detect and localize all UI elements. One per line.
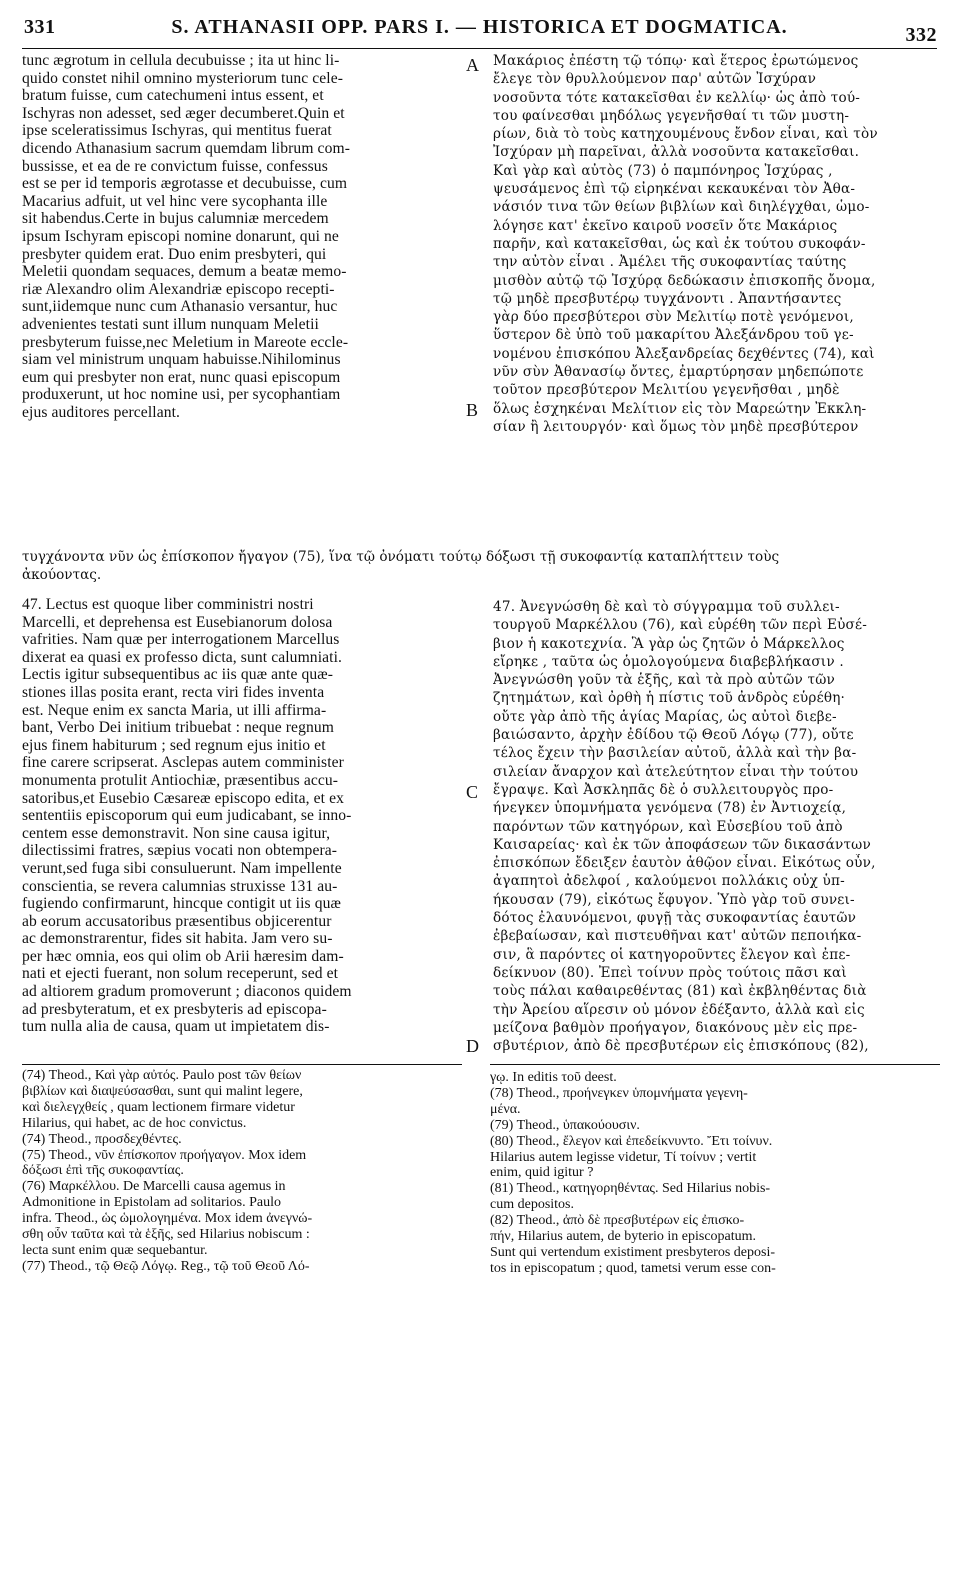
latin-text-line: fugiendo confirmarunt, hincque contigit ut iis quæ [22, 895, 341, 913]
latin-text-line: ad altiorem gradum promoverunt ; diaconos quidem [22, 983, 352, 1001]
footnote-right-line: Hilarius autem legisse videtur, Τί τοίνυν ; vertit [490, 1149, 757, 1165]
latin-text-line: ejus auditores percellant. [22, 403, 181, 421]
footnote-right-line: (81) Theod., κατηγορηθέντας. Sed Hilarius nobis- [490, 1181, 771, 1197]
greek-text-line: ἔλεγε τὸν θρυλλούμενον παρ' αὐτῶν Ἰσχύραν [493, 71, 817, 88]
latin-text-line: advenientes testati sunt illum nunquam Meletii [22, 315, 319, 333]
greek-text-line: οὔτε γὰρ ἀπὸ τῆς ἁγίας Μαρίας, ὡς αὐτοὶ διεβε- [493, 708, 837, 725]
margin-marker-d: D [466, 1036, 479, 1056]
footnote-right-line: πήν, Hilarius autem, de byterio in episcopatum. [490, 1229, 757, 1245]
greek-text-line: τοῦτον πρεσβύτερον Μελιτίου γεγενῆσθαι , μηδὲ [493, 382, 840, 399]
footnote-right-line: (79) Theod., ὑπακούουσιν. [490, 1117, 640, 1133]
greek-text-line: σβυτέριον, ἀπὸ δὲ πρεσβυτέρων εἰς ἐπισκόπους (82), [493, 1038, 869, 1055]
greek-text-line: βαιώσαντο, ἀρχὴν ἐδίδου τῷ Θεοῦ Λόγῳ (77), οὔτε [493, 727, 854, 744]
greek-text-line: Μακάριος ἐπέστη τῷ τόπῳ· καὶ ἕτερος ἐρωτώμενος [493, 53, 859, 69]
greek-text-line: ἐπισκόπων ἔδειξεν ἑαυτὸν ἀθῷον εἶναι. Εἰκότως οὖν, [493, 855, 876, 872]
greek-text-line: του φαίνεσθαι μηδόλως γεγενῆσθαί τι τῶν μυστη- [493, 107, 850, 124]
latin-text-line: ipse sceleratissimus Ischyras, qui mentitus fuerat [22, 122, 332, 140]
footnote-right-line: (78) Theod., προήνεγκεν ὑπομνήματα γεγενη- [490, 1085, 748, 1101]
latin-text-line: bussisse, et ea de re convictum fuisse, confessus [22, 157, 328, 175]
greek-text-line: μείζονα βαθμὸν προήγαγον, διακόνους μὲν εἰς πρε- [493, 1019, 858, 1036]
footnote-left-line: (74) Theod., Καὶ γὰρ αὐτός. Paulo post τῶν θείων [22, 1068, 302, 1083]
latin-text-line: siam vel ministrum unquam habuisse.Nihilominus [22, 351, 341, 369]
latin-text-line: Marcelli, et deprehensa est Eusebianorum dolosa [22, 613, 333, 631]
greek-text-line: ἐβεβαίωσαν, καὶ πιστευθῆναι κατ' αὐτῶν πεποιήκα- [493, 928, 862, 945]
latin-text-line: monumenta protulit Antiochiæ, præsentibus accu- [22, 771, 339, 789]
greek-text-line: Ἀνεγνώσθη γοῦν τὰ ἑξῆς, καὶ τὰ πρὸ αὐτῶν τῶν [493, 672, 835, 689]
latin-text-line: verunt,sed fuga sibi consuluerunt. Nam impellente [22, 859, 342, 877]
latin-text-line: tum nulla alia de causa, quam ut impietatem dis- [22, 1018, 330, 1036]
latin-text-line: eum qui presbyter non erat, nunc quasi episcopum [22, 368, 341, 386]
latin-text-line: dicendo Athanasium sacrum quemdam librum com- [22, 139, 350, 157]
greek-column-section-2 [493, 598, 939, 1055]
latin-text-line: 47. Lectus est quoque liber comministri nostri [22, 596, 314, 613]
greek-text-line: ἔγραψε. Καὶ Ἀσκληπᾶς δὲ ὁ συλλειτουργὸς προ- [493, 781, 834, 798]
greek-text-line: 47. Ἀνεγνώσθη δὲ καὶ τὸ σύγγραμμα τοῦ συλλει- [493, 599, 840, 615]
latin-text-line: conscientia, se revera calumnias struxisse 131 au- [22, 877, 338, 895]
footnote-left-line: lecta sunt enim quæ sequebantur. [22, 1242, 208, 1258]
latin-text-line: bant, Verbo Dei initium tribuebat : neque regnum [22, 719, 334, 737]
latin-text-line: centem esse demonstravit. Non sine causa igitur, [22, 824, 331, 842]
footnote-left-line: (76) Μαρκέλλου. De Marcelli causa agemus in [22, 1179, 286, 1195]
latin-text-line: dixerat ea quasi ex professo dicta, sunt calumniati. [22, 648, 343, 666]
footnote-left-line: βιβλίων καὶ διαψεύσασθαι, sunt qui malint legere, [22, 1083, 303, 1099]
footnote-left-line: Hilarius, qui habet, ac de hoc convictus. [22, 1115, 247, 1131]
greek-text-line: τουργοῦ Μαρκέλλου (76), καὶ εὑρέθη τῶν περὶ Εὐσέ- [493, 617, 868, 634]
greek-column-section-1 [493, 52, 939, 436]
margin-marker-a: A [466, 55, 479, 75]
latin-text-line: vafrities. Nam quæ per interrogationem Marcellus [22, 631, 340, 649]
greek-text-line: τὴν Ἀρείου αἵρεσιν οὐ μόνον ἐδέξαντο, ἀλλὰ καὶ εἰς [493, 1001, 865, 1018]
greek-text-line: παρόντων τῶν κατηγόρων, καὶ Εὐσεβίου τοῦ ἀπὸ [493, 818, 843, 835]
greek-text-line: ψευσάμενος ἐπὶ τῷ εἰρηκέναι κεκαυκέναι τὸν Ἀθα- [493, 181, 856, 198]
greek-text-line: νομένου ἐπισκόπου Ἀλεξανδρείας δεχθέντες (74), καὶ [493, 345, 875, 362]
footnote-left-line: δόξωσι ἐπὶ τῆς συκοφαντίας. [22, 1163, 184, 1179]
latin-text-line: bratum fuisse, cum catechumeni intus essent, et [22, 87, 324, 105]
latin-text-line: est se per id temporis ægrotasse et decubuisse, cum [22, 175, 348, 193]
footnote-left-line: σθη οὖν ταῦτα καὶ τὰ ἑξῆς, sed Hilarius nobiscum : [22, 1227, 310, 1243]
footnote-rule-right [490, 1064, 940, 1065]
footnote-rule-left [22, 1064, 462, 1065]
left-page-number: 331 [24, 16, 56, 38]
latin-text-line: fine carere scripserat. Asclepas autem comminister [22, 754, 344, 772]
footnote-right-line: (82) Theod., ἀπὸ δὲ πρεσβυτέρων εἰς ἐπισκο- [490, 1213, 745, 1229]
footnote-left-line: (75) Theod., νῦν ἐπίσκοπον προήγαγον. Mox idem [22, 1147, 307, 1163]
latin-text-line: satoribus,et Eusebio Cæsareæ episcopo edita, et ex [22, 789, 344, 807]
latin-text-line: ad presbyteratum, et ex presbyteris ad episcopa- [22, 1000, 327, 1018]
greek-text-line: τοὺς πάλαι καθαιρεθέντας (81) καὶ ἐκβληθέντας διὰ [493, 983, 867, 1000]
footnote-right-line: enim, quid igitur ? [490, 1165, 594, 1181]
latin-text-line: riæ Alexandro olim Alexandriæ episcopo recepti- [22, 280, 335, 298]
footnote-left-line: (74) Theod., προσδεχθέντες. [22, 1131, 182, 1147]
greek-text-line: σιν, ἃ παρόντες οἱ κατηγοροῦντες ἔλεγον καὶ ἐπε- [493, 946, 851, 963]
latin-text-line: est. Neque enim ex sancta Maria, ut illi affirma- [22, 701, 327, 719]
latin-column-section-1 [22, 52, 464, 421]
footnotes-left [22, 1068, 464, 1275]
greek-text-line: γὰρ δύο πρεσβύτεροι σὺν Μελιτίῳ ποτὲ γενόμενοι, [493, 309, 854, 326]
greek-text-line: την αὐτὸν εἶναι . Ἀμέλει τῆς συκοφαντίας ταύτης [493, 254, 847, 271]
latin-text-line: sunt,iidemque nunc cum Athanasio versantur, huc [22, 298, 338, 316]
greek-text-line: βιον ἡ κακοτεχνία. Ἃ γὰρ ὡς ζητῶν ὁ Μάρκελλος [493, 635, 845, 652]
latin-text-line: nati et ejecti fuerant, non solum receperunt, sed et [22, 965, 339, 983]
running-header [22, 8, 937, 49]
footnote-left-line: infra. Theod., ὡς ὡμολογημένα. Mox idem ἀνεγνώ- [22, 1211, 313, 1227]
greek-text-line: μισθὸν αὐτῷ τῷ Ἰσχύρᾳ δεδώκασιν ἐπισκοπῆς ὄνομα, [493, 272, 876, 289]
latin-text-line: Meletii quondam sequaces, demum a beatæ memo- [22, 263, 347, 281]
latin-text-line: stiones illas posita erant, recta viri fides inventa [22, 683, 325, 701]
latin-text-line: dilectissimi fratres, sæpius vocati non obtempera- [22, 842, 338, 860]
running-title: S. ATHANASII OPP. PARS I. — HISTORICA ET DOGMATICA. [171, 16, 788, 38]
latin-text-line: quido constet nihil omnino mysteriorum tunc cele- [22, 69, 344, 87]
greek-text-line: νῦν σὺν Ἀθανασίῳ ὄντες, ἐμαρτύρησαν μηδεπώποτε [493, 364, 864, 381]
greek-text-line: ήκουσαν (79), εἰκότως ἔφυγον. Ὑπὸ γὰρ τοῦ συνει- [493, 891, 855, 908]
greek-text-line: εἴρηκε , ταῦτα ὡς ὁμολογούμενα διαβεβλήκασιν . [493, 653, 844, 670]
footnote-right-line: Sunt qui vertendum existiment presbyteros deposi- [490, 1244, 776, 1260]
greek-text-line: τέλος ἔχειν τὴν βασιλείαν αὐτοῦ, ἀλλὰ καὶ τὴν βα- [493, 745, 857, 762]
latin-text-line: sententiis episcoporum qui eum judicabant, se inno- [22, 807, 352, 825]
greek-text-line: τῷ μηδὲ πρεσβυτέρῳ τυγχάνοντι . Ἀπαντήσαντες [493, 290, 842, 307]
greek-text-line: λόγησε κατ' ἐκεῖνο καιροῦ νοσεῖν ὅτε Μακάριος [493, 217, 838, 234]
latin-text-line: per hæc omnia, eos qui olim ob Arii hæresim dam- [22, 947, 344, 965]
latin-text-line: produxerunt, ut hoc nomine usi, per sycophantiam [22, 386, 341, 404]
greek-text-line: ζητημάτων, καὶ ὀρθὴ ἡ πίστις τοῦ ἀνδρὸς εὑρέθη· [493, 690, 846, 707]
latin-text-line: ipsum Ischyram episcopi nomine donarunt, qui ne [22, 227, 339, 245]
greek-text-line: δείκνυον (80). Ἐπεὶ τοίνυν πρὸς τούτοις πᾶσι καὶ [493, 964, 847, 981]
greek-text-line: δότος ἐλαυνόμενοι, φυγῇ τὰς συκοφαντίας ἑαυτῶν [493, 910, 857, 927]
latin-text-line: Ischyras non adesset, sed æger decumberet.Quin et [22, 104, 345, 122]
footnote-right-line: (80) Theod., ἔλεγον καὶ ἐπεδείκνυντο. Ἔτι τοίνυν. [490, 1133, 773, 1149]
greek-text-line: ὅλως ἐσχηκέναι Μελίτιον εἰς τὸν Μαρεώτην Ἐκκλη- [493, 400, 867, 417]
footnote-right-line: tos in episcopatum ; quod, tametsi verum esse con- [490, 1260, 776, 1276]
greek-text-line: νοσοῦντα τότε κατακεῖσθαι ἐν κελλίῳ· ὡς ἀπὸ τού- [493, 89, 861, 106]
right-page-number: 332 [905, 24, 937, 46]
footnote-left-line: καὶ διελεγχθείς , quam lectionem firmare videtur [22, 1099, 295, 1115]
greek-text-line: ήνεγκεν ὑπομνήματα γενόμενα (78) ἐν Ἀντιοχείᾳ, [493, 800, 847, 817]
margin-marker-c: C [466, 782, 479, 802]
latin-text-line: ejus finem habiturum ; sed regnum ejus initio et [22, 736, 326, 754]
footnote-left-line: (77) Theod., τῷ Θεῷ Λόγῳ. Reg., τῷ τοῦ Θεοῦ Λό- [22, 1258, 310, 1274]
greek-text-line: Ἰσχύραν μὴ παρεῖναι, ἀλλὰ νοσοῦντα κατακεῖσθαι. [493, 144, 860, 161]
latin-text-line: ab eorum accusatoribus præsentibus objicerentur [22, 912, 332, 930]
latin-text-line: presbyter quidem erat. Duo enim presbyteri, qui [22, 245, 327, 263]
greek-text-line: ρίων, διὰ τὸ τοὺς κατηχουμένους ἔνδον εἶναι, καὶ τὸν [493, 126, 878, 143]
greek-text-line: νάσιόν τινα τῶν θείων βιβλίων καὶ διηλέγχθαι, ὡμο- [493, 199, 870, 216]
latin-text-line: sit habendus.Certe in bujus calumniæ mercedem [22, 210, 329, 228]
footnote-right-line: γῳ. In editis τοῦ deest. [490, 1070, 617, 1085]
greek-text-line: Καὶ γὰρ καὶ αὐτὸς (73) ὁ παμπόνηρος Ἰσχύρας , [493, 162, 833, 179]
greek-text-line: παρῆν, καὶ κατακεῖσθαι, ὡς καὶ ἐκ τούτου συκοφάν- [493, 235, 866, 252]
latin-text-line: tunc ægrotum in cellula decubuisse ; ita ut hinc li- [22, 52, 340, 69]
latin-text-line: Lectis igitur subsequentibus ac iis quæ ante quæ- [22, 666, 334, 684]
greek-text-line: Καισαρείας· καὶ ἐκ τῶν ἀποφάσεων τῶν δικασάντων [493, 836, 871, 853]
footnote-left-line: Admonitione in Epistolam ad solitarios. Paulo [22, 1195, 281, 1211]
greek-text-line: ἀγαπητοὶ ἀδελφοί , καλούμενοι πολλάκις οὐχ ὑπ- [493, 873, 845, 890]
greek-text-line: ὕστερον δὲ ὑπὸ τοῦ μακαρίτου Ἀλεξάνδρου τοῦ γε- [493, 327, 854, 344]
margin-marker-b: B [466, 400, 479, 420]
latin-column-section-2 [22, 596, 464, 1036]
footnote-right-line: μένα. [490, 1101, 521, 1117]
greek-spanning-line-1: τυγχάνοντα νῦν ὡς ἐπίσκοπον ἤγαγον (75), ἵνα τῷ ὀνόματι τούτῳ δόξωσι τῇ συκοφαντίᾳ καταπλήττειν τοὺς [22, 549, 780, 565]
greek-spanning-line-2: ἀκούοντας. [22, 567, 102, 583]
latin-text-line: ac demonstrarentur, fides sit habita. Jam vero su- [22, 930, 333, 948]
greek-text-line: σιλείαν ἄναρχον καὶ ἀτελεύτητον εἶναι τὴν τούτου [493, 763, 859, 780]
footnotes-right [490, 1070, 940, 1277]
latin-text-line: presbyterum fuisse,nec Meletium in Mareote eccle- [22, 333, 349, 351]
footnote-right-line: cum depositos. [490, 1197, 574, 1213]
latin-text-line: Macarius adfuit, ut vel hinc vere sycophanta ille [22, 192, 328, 210]
greek-text-line: σίαν ἢ λειτουργόν· καὶ ὅμως τὸν μηδὲ πρεσβύτερον [493, 418, 859, 435]
